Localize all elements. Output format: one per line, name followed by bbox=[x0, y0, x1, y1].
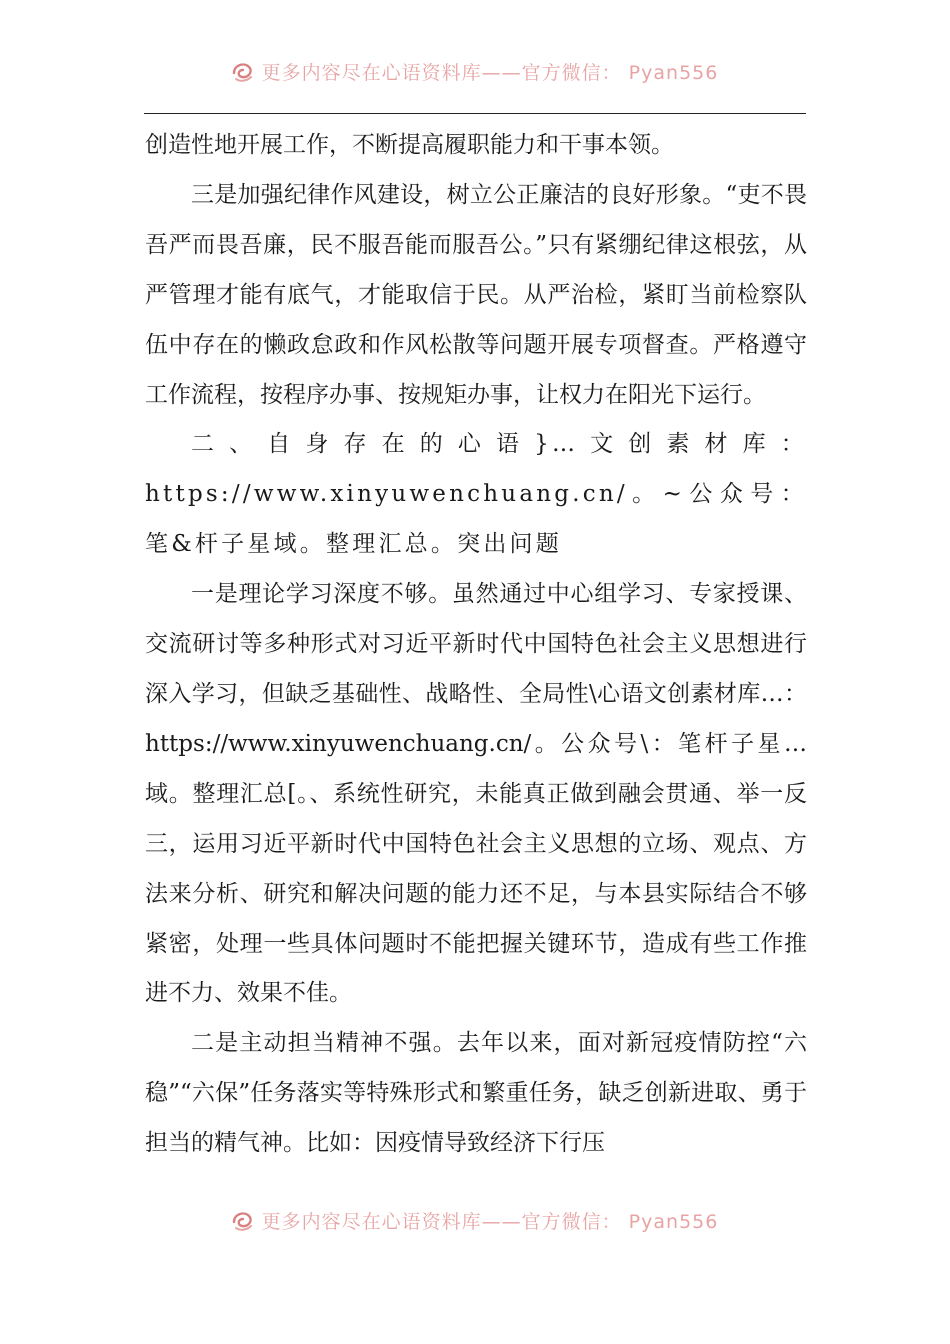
paragraph-4: 一是理论学习深度不够。虽然通过中心组学习、专家授课、交流研讨等多种形式对习近平新时代中国特色社会主义思想进行深入学习，但缺乏基础性、战略性、全局性\心语文创素材库…：https://www.xinyuwenchuang.cn/。公众号\：笔杆子星…域。整理汇总[。、系统性研究，未能真正做到融会贯通、举一反三，运用习近平新时代中国特色社会主义思想的立场、观点、方法来分析、研究和解决问题的能力还不足，与本县实际结合不够紧密，处理一些具体问题时不能把握关键环节，造成有些工作推进不力、效果不佳。 bbox=[145, 581, 807, 1007]
paragraph-2: 三是加强纪律作风建设，树立公正廉洁的良好形象。“吏不畏吾严而畏吾廉，民不服吾能而服吾公。”只有紧绷纪律这根弦，从严管理才能有底气，才能取信于民。从严治检，紧盯当前检察队伍中存在的懒政怠政和作风松散等问题开展专项督查。严格遵守工作流程，按程序办事、按规矩办事，让权力在阳光下运行。 bbox=[145, 181, 807, 408]
footer-watermark bbox=[0, 1206, 950, 1234]
document-body bbox=[145, 121, 807, 1169]
paragraph-1: 创造性地开展工作，不断提高履职能力和干事本领。 bbox=[145, 132, 674, 158]
footer-banner-text: 更多内容尽在心语资料库——官方微信： Pyan556 bbox=[261, 1210, 719, 1233]
header-banner-text: 更多内容尽在心语资料库——官方微信： Pyan556 bbox=[261, 61, 719, 84]
swirl-logo-icon bbox=[230, 59, 256, 83]
paragraph-3: 二、自身存在的心语}…文创素材库：https://www.xinyuwenchuang.cn/。~公众号：笔&杆子星域。整理汇总。突出问题 bbox=[145, 431, 807, 558]
header-divider bbox=[144, 113, 806, 114]
header-watermark bbox=[0, 57, 950, 85]
paragraph-5: 二是主动担当精神不强。去年以来，面对新冠疫情防控“六稳”“六保”任务落实等特殊形式和繁重任务，缺乏创新进取、勇于担当的精气神。比如：因疫情导致经济下行压 bbox=[145, 1030, 807, 1157]
swirl-logo-icon bbox=[230, 1208, 256, 1232]
